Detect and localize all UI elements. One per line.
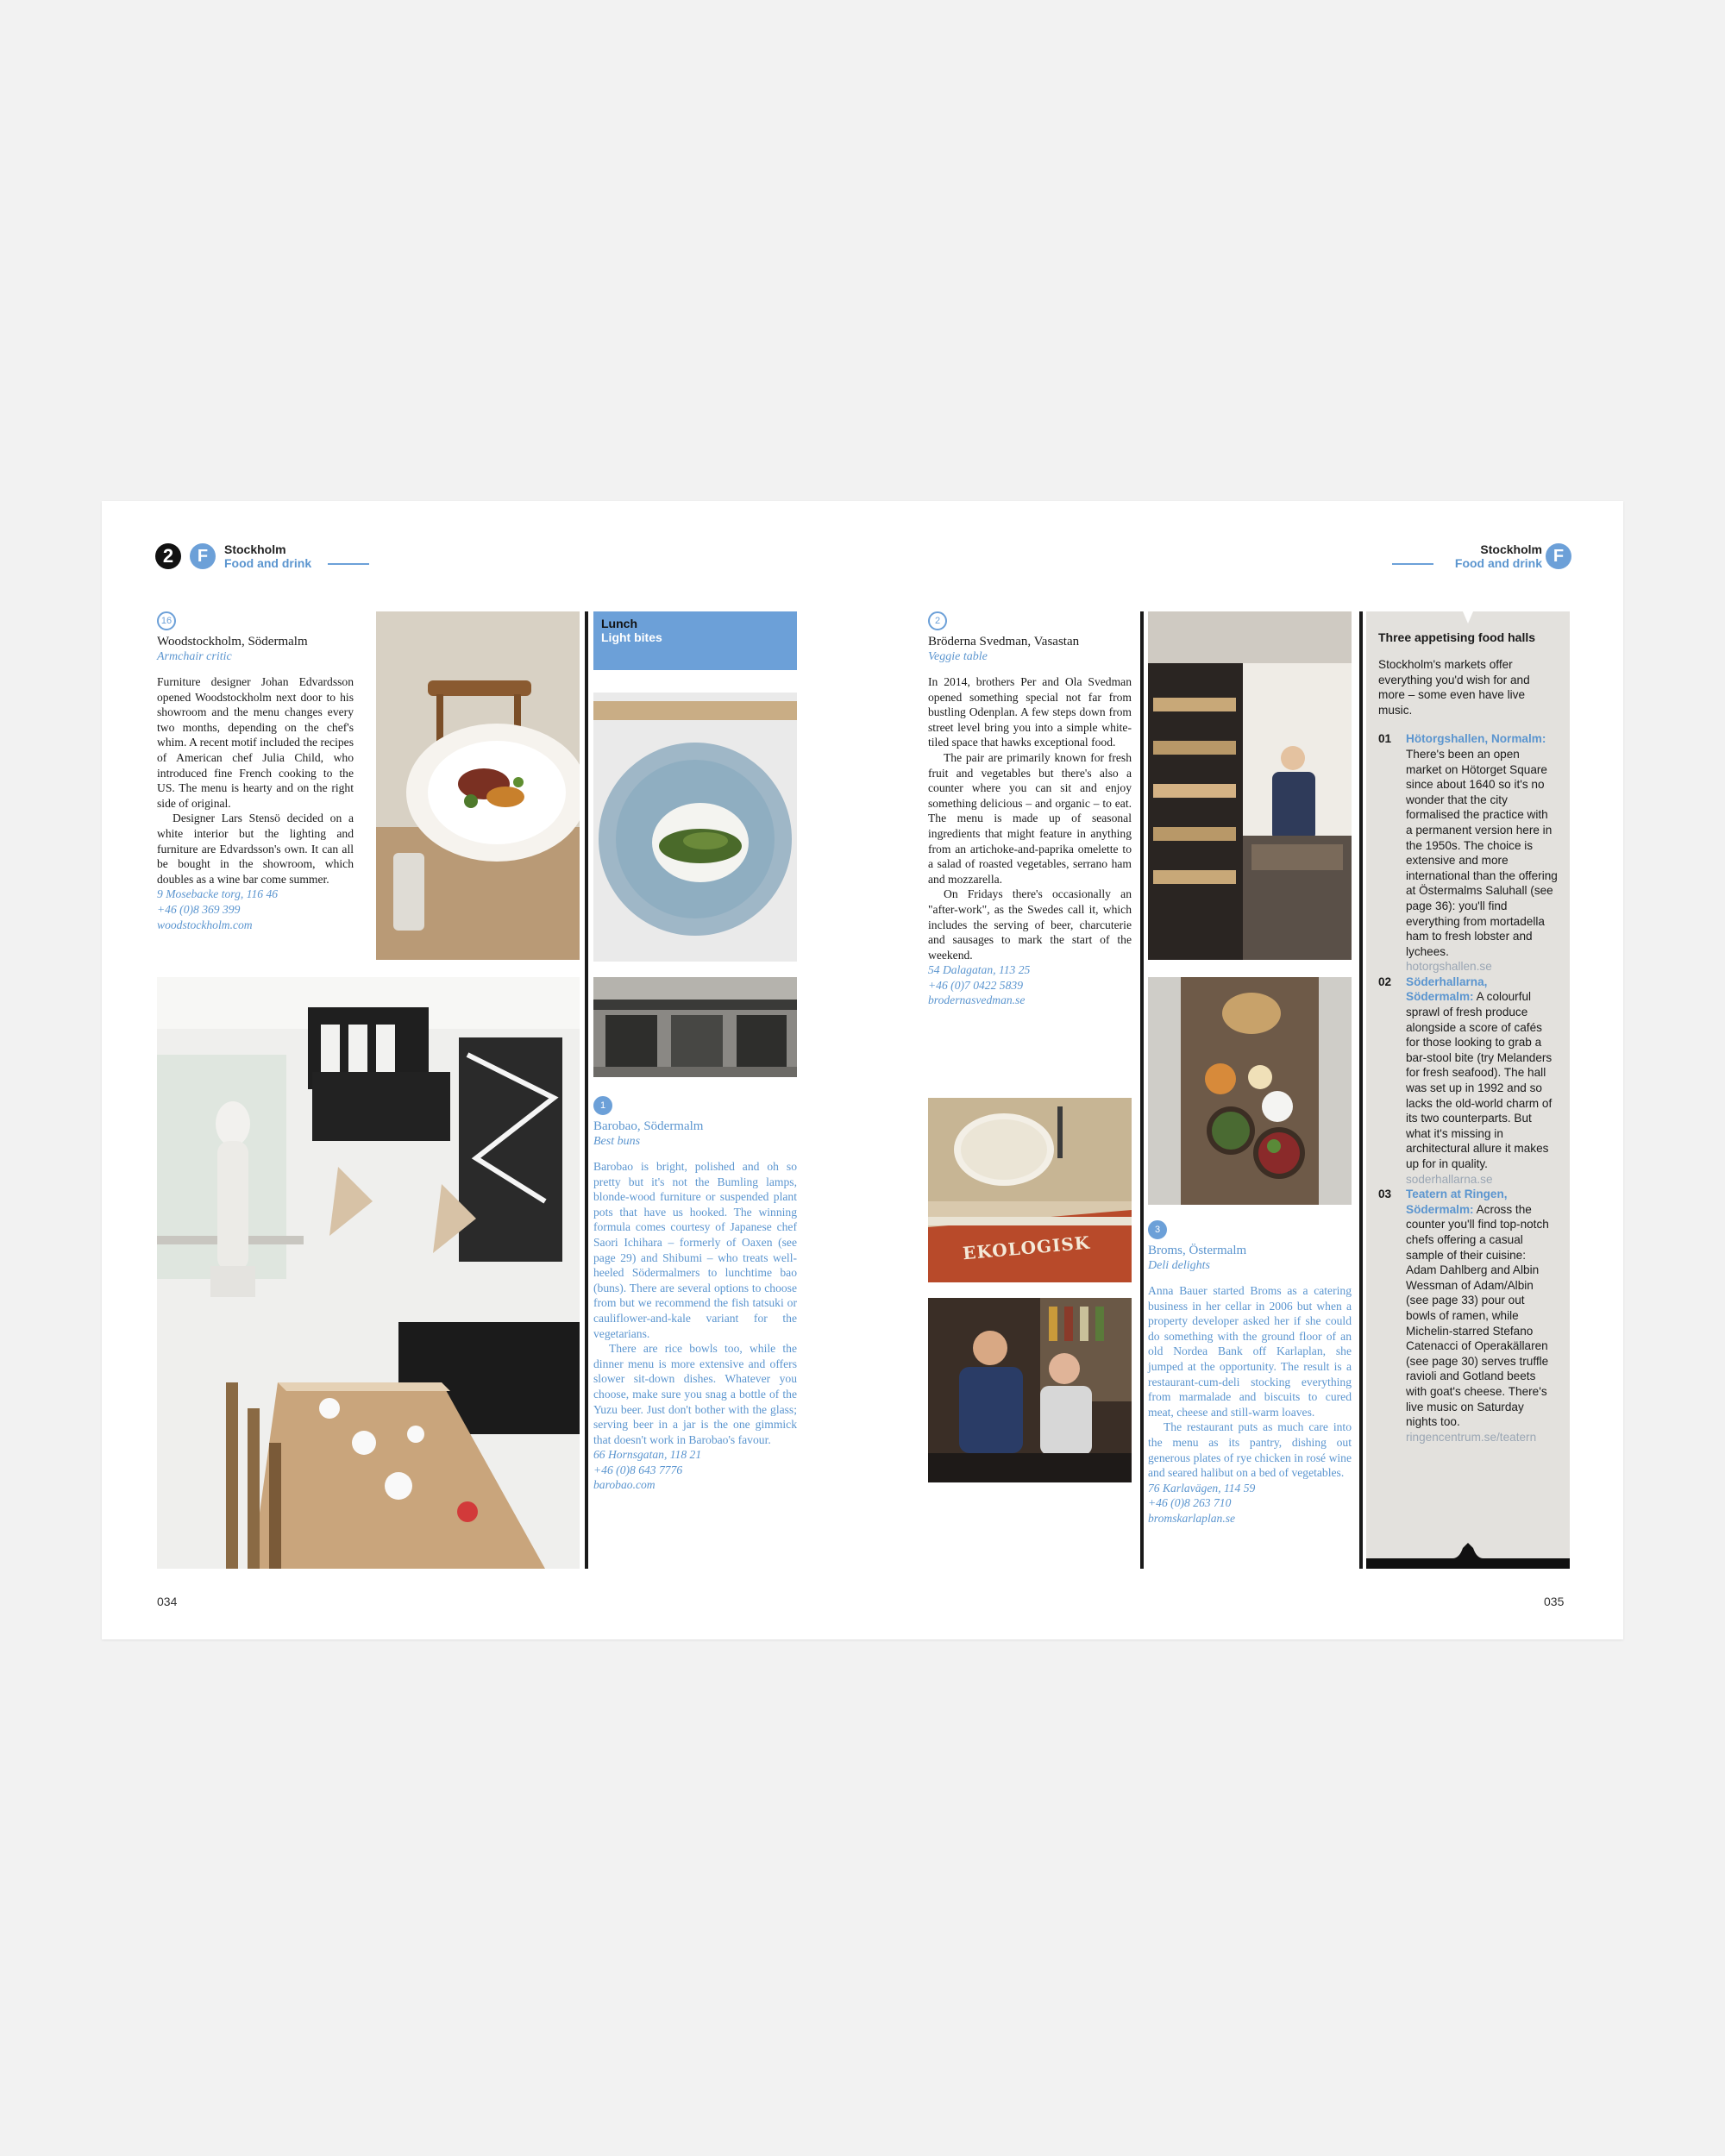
item-body (1406, 731, 1558, 975)
article-woodstockholm (157, 611, 354, 932)
article-number-badge: 2 (928, 611, 947, 630)
venue-address (157, 887, 354, 932)
ticket-notch-top (1366, 611, 1570, 630)
food-hall-description: Across the counter you'll find top-notch chefs offering a casual sample of their cuisine: Adam Dahlberg and Albin Wessman of Adam/Albin (see page 33) pour out bowls of ramen, while Michelin-starred Stefano Catenacci of Operakällaren (see page 30) serves truffle ravioli and Gotland beets with goat's cheese. There's live music on Saturday nights too. (1406, 1202, 1549, 1429)
website-link[interactable]: barobao.com (593, 1478, 656, 1492)
food-halls-sidebox (1366, 611, 1570, 1569)
sidebox-title: Three appetising food halls (1378, 630, 1536, 644)
article-paragraph: Furniture designer Johan Edvardsson opened Woodstockholm next door to his showroom and the menu changes every two months, depending on the chef's whim. A recent motif included the recipes of American chef Julia Child, who introduced fine French cooking to the US. The menu is hearty and on the right side of original. (157, 675, 354, 810)
section-badge-icon: F (190, 543, 216, 569)
venue-name: Bröderna Svedman, Vasastan (928, 635, 1080, 649)
column-divider-right (1140, 611, 1144, 1569)
deli-sign-photo (928, 1098, 1132, 1282)
website-link[interactable]: woodstockholm.com (157, 918, 253, 931)
article-paragraph: Designer Lars Stensö decided on a white interior but the lighting and furniture are Edvardsson's own. It can all be bought in the showroom, which doubles as a wine bar come summer. (157, 812, 354, 886)
article-body (157, 674, 354, 887)
article-number-badge: 3 (1148, 1220, 1167, 1239)
food-hall-website-link[interactable]: ringencentrum.se/teatern (1406, 1430, 1537, 1444)
food-hall-name: Hötorgshallen, Normalm: (1406, 732, 1546, 746)
food-hall-item (1378, 975, 1558, 1187)
article-broderna-svedman (928, 611, 1132, 1008)
item-body (1406, 1187, 1558, 1445)
venue-address (593, 1447, 797, 1493)
restaurant-interior-photo (157, 977, 580, 1569)
lunch-subtitle: Light bites (601, 630, 662, 644)
item-number: 03 (1378, 1188, 1392, 1201)
chapter-number-badge: 2 (155, 543, 181, 569)
address-line: 9 Mosebacke torg, 116 46 (157, 887, 279, 901)
food-hall-description: A colourful sprawl of fresh produce alongside a score of cafés for those looking to grab a bar-stool bite (try Melanders for fresh seafood). The hall was set up in 1992 and so lacks the old-world charm of its two counterparts. But what it's missing in architectural allure it makes up for in quality. (1406, 990, 1552, 1170)
venue-tagline: Veggie table (928, 650, 988, 663)
food-hall-name: Teatern at Ringen, Södermalm: (1406, 1188, 1508, 1216)
food-hall-item (1378, 731, 1558, 975)
page-number-right: 035 (1544, 1595, 1565, 1608)
food-hall-item (1378, 1187, 1558, 1445)
page-number-left: 034 (157, 1595, 178, 1608)
section-badge-icon-right: F (1546, 543, 1571, 569)
address-line: 54 Dalagatan, 113 25 (928, 963, 1031, 977)
article-broms (1148, 1220, 1352, 1526)
food-hall-name: Söderhallarna, Södermalm: (1406, 975, 1488, 1004)
deli-owners-photo (928, 1298, 1132, 1482)
article-number-badge: 16 (157, 611, 176, 630)
venue-name: Broms, Östermalm (1148, 1244, 1247, 1257)
article-body (1148, 1283, 1352, 1481)
lunch-section-box (593, 611, 797, 670)
article-paragraph: In 2014, brothers Per and Ola Svedman opened something special not far from bustling Odenplan. A few steps down from street level bring you into a simple white-tiled space that hawks exceptional food. (928, 675, 1132, 749)
shop-front-photo (593, 977, 797, 1077)
article-paragraph: On Fridays there's occasionally an "after-work", as the Swedes call it, which includes the serving of beer, charcuterie and sausages to mark the start of the weekend. (928, 887, 1132, 962)
article-paragraph: There are rice bowls too, while the dinner menu is more extensive and offers slower sit-down dishes. Whatever you choose, make sure you snag a bottle of the Yuzu beer. Just don't bother with the glass; serving beer in a jar is the one gimmick that doesn't work in Barobao's favour. (593, 1342, 797, 1446)
venue-tagline: Deli delights (1148, 1259, 1210, 1272)
food-hall-website-link[interactable]: soderhallarna.se (1406, 1172, 1493, 1186)
article-paragraph: Anna Bauer started Broms as a catering business in her cellar in 2006 but when a property developer asked her if she could do something with the ground floor of an old Nordea Bank off Karlaplan, she jumped at the opportunity. The result is a restaurant-cum-deli stocking everything from marmalade and biscuits to cured meat, cheese and still-warm loaves. (1148, 1284, 1352, 1419)
article-body (928, 674, 1132, 962)
venue-tagline: Armchair critic (157, 650, 232, 663)
article-paragraph: Barobao is bright, polished and oh so pretty but it's not the Bumling lamps, blonde-wood furniture or suspended plant pots that have us hooked. The winning formula comes courtesy of Japanese chef Saori Ichihara – formerly of Oaxen (see page 29) and Shibumi – who treats well-heeled Södermalmers to lunchtime bao (buns). There are several options to choose from but we recommend the fish tatsuki or cauliflower-and-kale variant for the vegetarians. (593, 1160, 797, 1340)
header-city-right: Stockholm (1480, 542, 1542, 556)
address-line: 76 Karlavägen, 114 59 (1148, 1481, 1256, 1495)
food-hall-website-link[interactable]: hotorgshallen.se (1406, 960, 1492, 974)
deli-spread-photo (1148, 977, 1352, 1205)
header-right (1437, 542, 1542, 570)
address-line: 66 Hornsgatan, 118 21 (593, 1448, 702, 1462)
article-paragraph: The pair are primarily known for fresh fruit and vegetables but there's also a counter where you can sit and enjoy something delicious – and organic – to eat. The menu is made up of seasonal ingredients that might feature in anything from an artichoke-and-paprika omelette to a salad of roasted vegetables, serrano ham and mozzarella. (928, 750, 1132, 886)
item-body (1406, 975, 1558, 1187)
item-number: 01 (1378, 732, 1392, 746)
deli-interior-photo (1148, 611, 1352, 960)
website-link[interactable]: bromskarlaplan.se (1148, 1511, 1236, 1525)
article-barobao (593, 1096, 797, 1493)
lunch-title: Lunch (601, 617, 637, 630)
header-section-right: Food and drink (1454, 556, 1542, 570)
venue-name: Woodstockholm, Södermalm (157, 635, 308, 649)
header-left (224, 542, 311, 570)
article-number-badge: 1 (593, 1096, 612, 1115)
article-body (593, 1159, 797, 1447)
venue-tagline: Best buns (593, 1135, 641, 1148)
website-link[interactable]: brodernasvedman.se (928, 993, 1026, 1007)
phone-line: +46 (0)7 0422 5839 (928, 978, 1023, 992)
magazine-spread (102, 501, 1623, 1639)
article-paragraph: The restaurant puts as much care into the menu as its pantry, dishing out generous plates of rye chicken in rosé wine and seared halibut on a bed of vegetables. (1148, 1420, 1352, 1480)
venue-address (928, 962, 1132, 1008)
sidebox-intro: Stockholm's markets offer everything you'd wish for and more – some even have live music. (1378, 658, 1530, 717)
phone-line: +46 (0)8 643 7776 (593, 1463, 683, 1476)
ticket-footer-bar (1366, 1543, 1570, 1569)
bao-bun-photo (593, 693, 797, 962)
phone-line: +46 (0)8 263 710 (1148, 1496, 1232, 1510)
header-rule-right (1392, 563, 1433, 565)
phone-line: +46 (0)8 369 399 (157, 902, 241, 916)
header-section: Food and drink (224, 556, 312, 570)
header-city: Stockholm (224, 542, 286, 556)
store-sign-text: EKOLOGISK (962, 1232, 1092, 1264)
column-divider-sidebox (1359, 611, 1363, 1569)
food-hall-description: There's been an open market on Hötorget Square since about 1640 so it's no wonder that the city formalised the practice with a permanent version here in the 1950s. The choice is extensive and more international than the offering at Östermalms Saluhall (see page 36): you'll find everything from mortadella ham to fresh lobster and lychees. (1406, 747, 1558, 958)
header-rule (328, 563, 369, 565)
venue-address (1148, 1481, 1352, 1526)
food-plate-photo (376, 611, 580, 960)
item-number: 02 (1378, 975, 1392, 988)
venue-name: Barobao, Södermalm (593, 1119, 704, 1133)
column-divider (585, 611, 588, 1569)
